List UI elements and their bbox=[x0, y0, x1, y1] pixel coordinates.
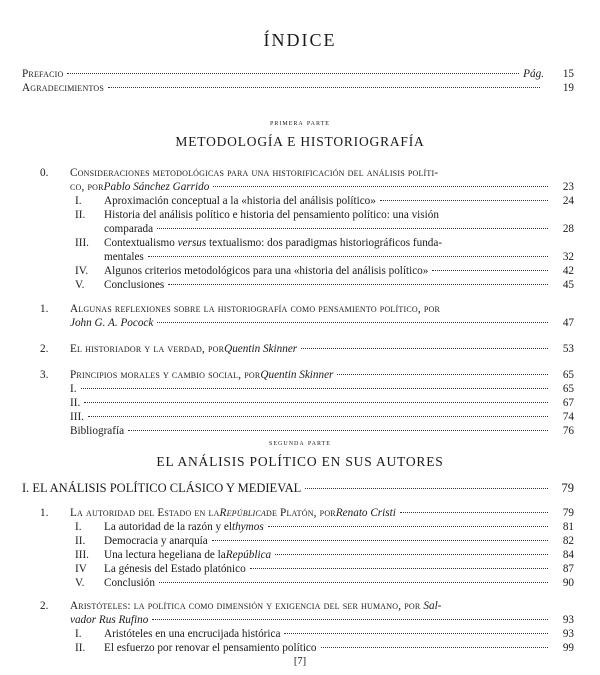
page-number: 82 bbox=[562, 535, 574, 547]
section-number: III. bbox=[75, 237, 89, 249]
title-italic: versus bbox=[177, 237, 207, 249]
toc-entry-p2-1-2[interactable] bbox=[104, 535, 574, 547]
section-number: V. bbox=[75, 279, 85, 291]
toc-entry-3-1[interactable] bbox=[70, 383, 574, 395]
page-number: 47 bbox=[562, 317, 574, 329]
toc-entry-p2-2-1[interactable] bbox=[104, 628, 574, 640]
page-number: 53 bbox=[562, 343, 574, 355]
chapter-number: 1. bbox=[40, 303, 49, 315]
page-number: 42 bbox=[562, 265, 574, 277]
section-title: El esfuerzo por renovar el pensamiento político bbox=[104, 642, 317, 654]
toc-entry-chapter-0[interactable] bbox=[70, 181, 574, 193]
page-number: 90 bbox=[562, 577, 574, 589]
entry-label: Agradecimientos bbox=[22, 82, 105, 94]
page-number: 99 bbox=[562, 642, 574, 654]
leader-dots bbox=[337, 374, 548, 375]
chapter-number: 2. bbox=[40, 600, 49, 612]
page-abbrev: Pág. bbox=[523, 68, 544, 80]
page-title: ÍNDICE bbox=[263, 30, 337, 50]
page-number: 87 bbox=[562, 563, 574, 575]
section-title-italic: thymos bbox=[231, 521, 264, 533]
chapter-title-cont: co, por bbox=[70, 181, 104, 193]
section-number: IV bbox=[75, 563, 87, 575]
section-number: II. bbox=[75, 535, 86, 547]
leader-dots bbox=[128, 430, 548, 431]
toc-entry-section-i[interactable] bbox=[22, 481, 574, 496]
toc-entry-chapter-1[interactable] bbox=[70, 317, 574, 329]
page-number: 79 bbox=[562, 507, 574, 519]
section-title-italic: República bbox=[225, 549, 272, 561]
page-number: 79 bbox=[561, 481, 574, 495]
page-number: 65 bbox=[562, 369, 574, 381]
section-title: Democracia y anarquía bbox=[104, 535, 208, 547]
toc-entry-3-2[interactable] bbox=[70, 397, 574, 409]
section-title: La génesis del Estado platónico bbox=[104, 563, 246, 575]
section-number: II. bbox=[70, 397, 81, 409]
leader-dots bbox=[67, 73, 519, 74]
leader-dots bbox=[81, 388, 548, 389]
leader-dots bbox=[284, 633, 548, 634]
toc-entry-p2-chapter-1[interactable] bbox=[70, 507, 574, 519]
leader-dots bbox=[380, 200, 548, 201]
section-number: I. bbox=[75, 195, 82, 207]
chapter-title-line: Consideraciones metodológicas para una historificación del análisis políti- bbox=[70, 167, 439, 179]
section-title-line: Historia del análisis político e historia del pensamiento político: una visión bbox=[104, 209, 439, 221]
chapter-author: Renato Cristi bbox=[335, 507, 396, 519]
section-number: II. bbox=[75, 642, 86, 654]
leader-dots bbox=[157, 228, 548, 229]
title-text: Contextualismo bbox=[104, 237, 178, 249]
toc-entry-chapter-3[interactable] bbox=[70, 369, 574, 381]
chapter-title: Principios morales y cambio social, por bbox=[70, 369, 261, 381]
entry-label: Bibliografía bbox=[70, 425, 125, 437]
section-number: I. bbox=[75, 521, 82, 533]
section-number: III. bbox=[70, 411, 84, 423]
toc-entry-0-5[interactable] bbox=[104, 279, 574, 291]
toc-entry-0-3[interactable] bbox=[104, 251, 574, 263]
page-number: 74 bbox=[562, 411, 574, 423]
chapter-author: John G. A. Pocock bbox=[70, 317, 154, 329]
section-title: Conclusiones bbox=[104, 279, 165, 291]
leader-dots bbox=[305, 488, 548, 489]
leader-dots bbox=[268, 526, 548, 527]
part-label: segunda parte bbox=[269, 437, 331, 447]
leader-dots bbox=[152, 619, 548, 620]
page-number: 65 bbox=[562, 383, 574, 395]
toc-entry-p2-1-3[interactable] bbox=[104, 549, 574, 561]
chapter-author: Quentin Skinner bbox=[260, 369, 334, 381]
chapter-number: 2. bbox=[40, 343, 49, 355]
toc-entry-p2-1-5[interactable] bbox=[104, 577, 574, 589]
section-title: Aproximación conceptual a la «historia del análisis político» bbox=[104, 195, 376, 207]
page-number: 81 bbox=[562, 521, 574, 533]
chapter-number: 1. bbox=[40, 507, 49, 519]
page-number: 32 bbox=[562, 251, 574, 263]
leader-dots bbox=[275, 554, 548, 555]
toc-entry-p2-chapter-2[interactable] bbox=[70, 614, 574, 626]
page-number: 28 bbox=[562, 223, 574, 235]
page-number: 24 bbox=[562, 195, 574, 207]
page-number: 93 bbox=[562, 614, 574, 626]
section-title: La autoridad de la razón y el bbox=[104, 521, 232, 533]
chapter-title-line: Algunas reflexiones sobre la historiografía como pensamiento político, por bbox=[70, 303, 441, 315]
leader-dots bbox=[400, 512, 548, 513]
leader-dots bbox=[108, 87, 540, 88]
part-label: primera parte bbox=[270, 117, 330, 127]
section-title: Algunos criterios metodológicos para una «historia del análisis político» bbox=[104, 265, 429, 277]
page-folio: [7] bbox=[293, 656, 307, 667]
section-title: Aristóteles en una encrucijada histórica bbox=[104, 628, 281, 640]
chapter-work: República bbox=[219, 507, 266, 519]
section-number: II. bbox=[75, 209, 86, 221]
chapter-number: 0. bbox=[40, 167, 49, 179]
part-title: METODOLOGÍA E HISTORIOGRAFÍA bbox=[175, 134, 425, 149]
page-number: 76 bbox=[562, 425, 574, 437]
entry-label: Prefacio bbox=[22, 68, 64, 80]
page-number: 67 bbox=[562, 397, 574, 409]
leader-dots bbox=[213, 186, 548, 187]
toc-entry-0-4[interactable] bbox=[104, 265, 574, 277]
toc-entry-0-2[interactable] bbox=[104, 223, 574, 235]
page-number: 93 bbox=[562, 628, 574, 640]
leader-dots bbox=[159, 582, 548, 583]
part-title: EL ANÁLISIS POLÍTICO EN SUS AUTORES bbox=[156, 454, 444, 469]
leader-dots bbox=[148, 256, 548, 257]
page-number: 15 bbox=[562, 68, 574, 80]
chapter-title: de Platón, por bbox=[265, 507, 336, 519]
chapter-number: 3. bbox=[40, 369, 49, 381]
leader-dots bbox=[432, 270, 548, 271]
page-number: 19 bbox=[562, 82, 574, 94]
toc-entry-agradecimientos[interactable] bbox=[22, 82, 574, 94]
chapter-title: La autoridad del Estado en la bbox=[70, 507, 220, 519]
leader-dots bbox=[212, 540, 548, 541]
section-title-cont: comparada bbox=[104, 223, 154, 235]
section-number: III. bbox=[75, 549, 89, 561]
section-number: I. bbox=[75, 628, 82, 640]
leader-dots bbox=[84, 402, 548, 403]
section-number: V. bbox=[75, 577, 85, 589]
leader-dots bbox=[88, 416, 548, 417]
chapter-title: El historiador y la verdad, por bbox=[70, 343, 225, 355]
chapter-author: Quentin Skinner bbox=[224, 343, 298, 355]
toc-entry-bibliografia[interactable] bbox=[70, 425, 574, 437]
toc-entry-p2-1-1[interactable] bbox=[104, 521, 574, 533]
page-number: 84 bbox=[562, 549, 574, 561]
section-title: Conclusión bbox=[104, 577, 155, 589]
toc-entry-prefacio[interactable] bbox=[22, 68, 574, 80]
leader-dots bbox=[157, 322, 548, 323]
chapter-title-line bbox=[70, 600, 575, 612]
section-title: Una lectura hegeliana de la bbox=[104, 549, 226, 561]
leader-dots bbox=[250, 568, 548, 569]
chapter-author-cont: vador Rus Rufino bbox=[70, 614, 149, 626]
chapter-author: Sal- bbox=[423, 600, 442, 612]
toc-entry-p2-2-2[interactable] bbox=[104, 642, 574, 654]
section-title-line bbox=[104, 237, 442, 249]
page-number: 45 bbox=[562, 279, 574, 291]
leader-dots bbox=[321, 647, 549, 648]
leader-dots bbox=[301, 348, 548, 349]
section-heading: I. EL ANÁLISIS POLÍTICO CLÁSICO Y MEDIEVAL bbox=[22, 481, 302, 495]
toc-entry-p2-1-4[interactable] bbox=[104, 563, 574, 575]
title-text: textualismo: dos paradigmas historiográficos funda- bbox=[206, 237, 443, 249]
page-number: 23 bbox=[562, 181, 574, 193]
toc-entry-0-1[interactable] bbox=[104, 195, 574, 207]
leader-dots bbox=[168, 284, 548, 285]
chapter-author: Pablo Sánchez Garrido bbox=[103, 181, 210, 193]
chapter-title: Aristóteles: la política como dimensión y exigencia del ser humano, por bbox=[70, 600, 424, 612]
section-number: I. bbox=[70, 383, 77, 395]
toc-entry-3-3[interactable] bbox=[70, 411, 574, 423]
toc-entry-chapter-2[interactable] bbox=[70, 343, 574, 355]
section-number: IV. bbox=[75, 265, 89, 277]
section-title-cont: mentales bbox=[104, 251, 144, 263]
